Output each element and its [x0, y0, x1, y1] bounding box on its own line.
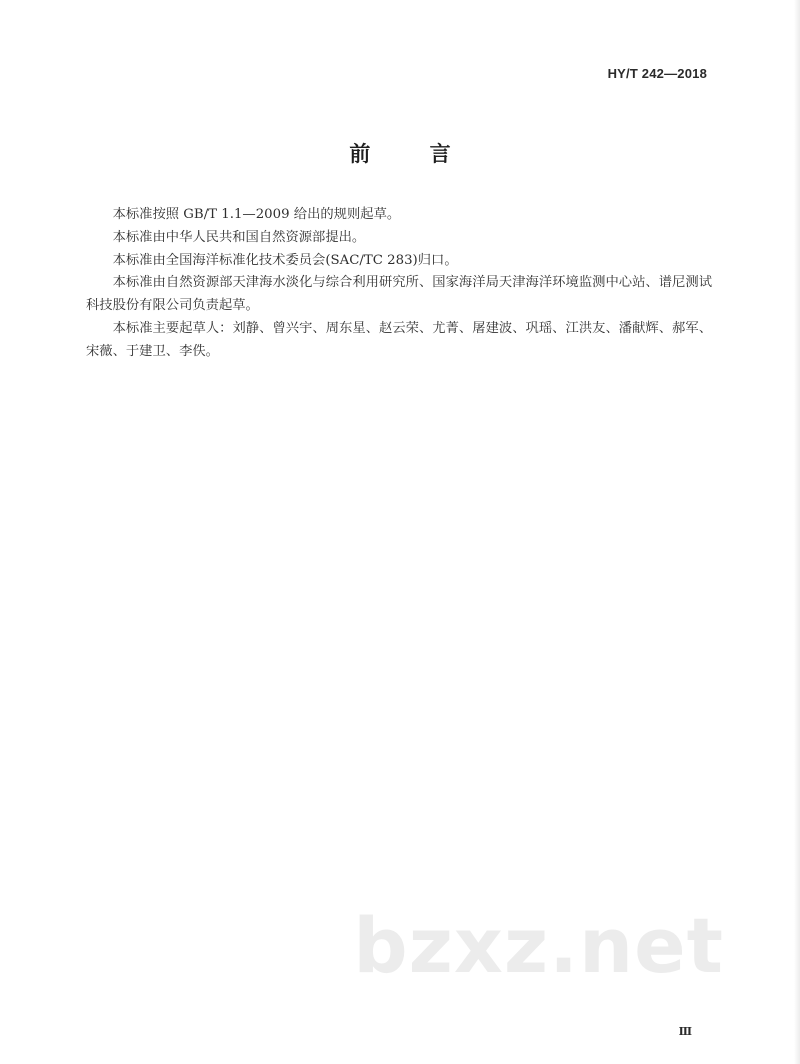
paragraph-drafting-rules: 本标准按照 GB/T 1.1—2009 给出的规则起草。 — [112, 207, 401, 222]
foreword-body — [86, 204, 712, 364]
watermark: bzxz.net — [353, 901, 724, 990]
paragraph-drafting-units: 本标准由自然资源部天津海水淡化与综合利用研究所、国家海洋局天津海洋环境监测中心站、谱尼测试科技股份有限公司负责起草。 — [86, 275, 712, 314]
page-number: Ⅲ — [678, 1025, 692, 1038]
page-title: 前 言 — [349, 142, 477, 166]
paragraph-proposer: 本标准由中华人民共和国自然资源部提出。 — [112, 229, 366, 245]
standard-code: HY/T 242—2018 — [607, 66, 707, 81]
paragraph-drafters: 本标准主要起草人：刘静、曾兴宇、周东星、赵云荣、尤菁、屠建波、巩瑶、江洪友、潘献辉、郝军、宋薇、于建卫、李佚。 — [86, 320, 712, 359]
paragraph-committee: 本标准由全国海洋标准化技术委员会(SAC/TC 283)归口。 — [112, 252, 458, 268]
